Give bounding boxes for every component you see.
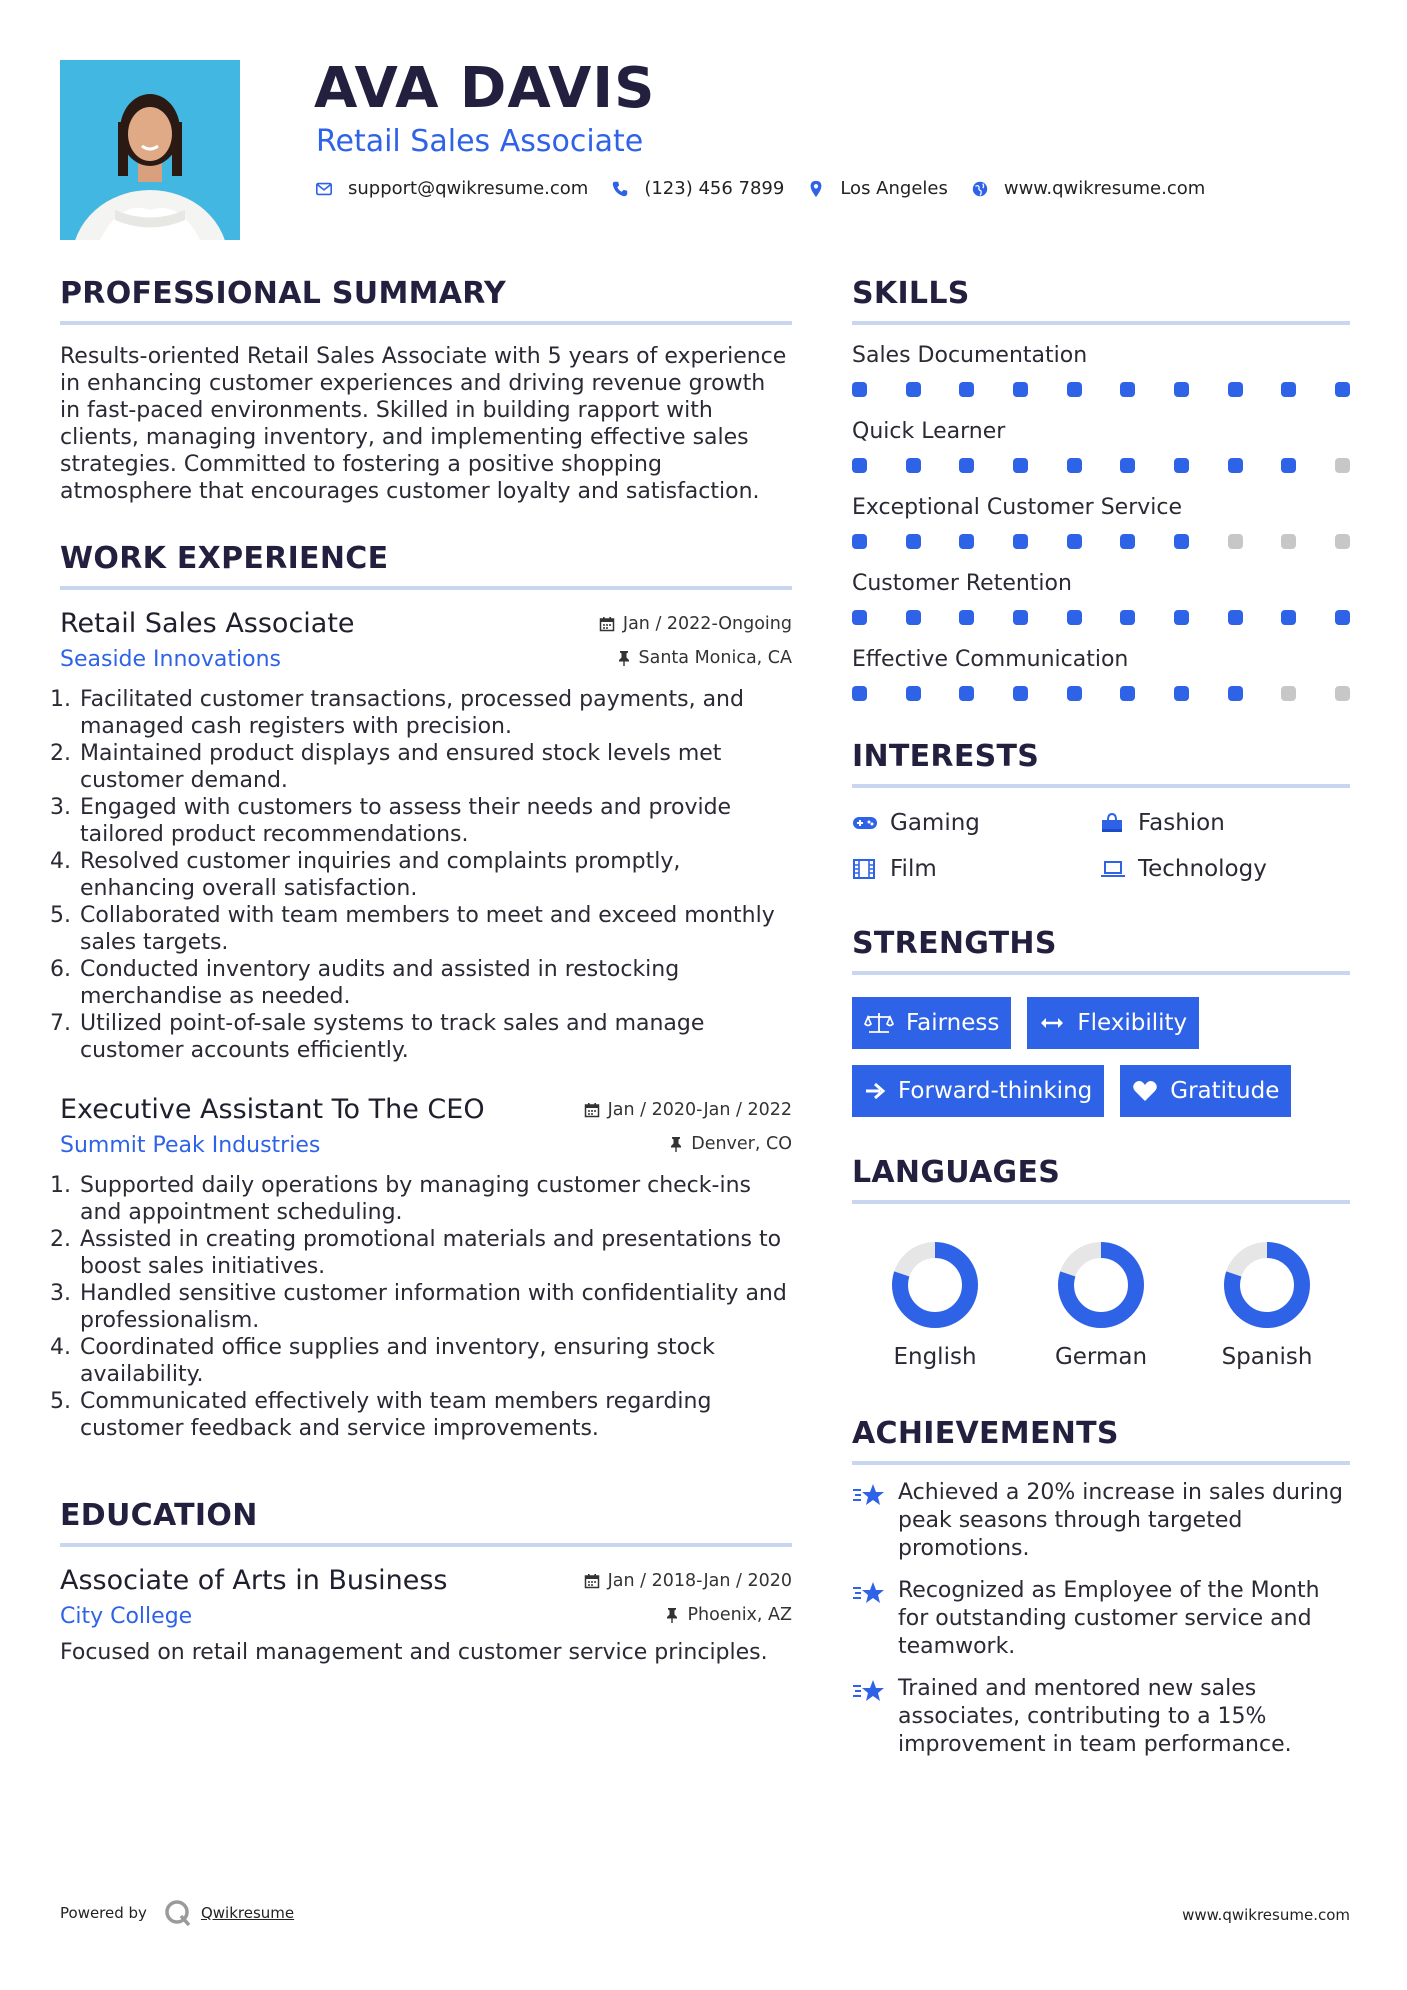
balance-scale-icon [864, 1011, 894, 1035]
gamepad-icon [852, 812, 878, 834]
rating-dot-filled [1013, 534, 1028, 549]
experience-section [60, 541, 792, 1442]
section-divider [852, 1461, 1350, 1465]
education-heading: EDUCATION [60, 1498, 258, 1533]
job-location-text: Denver, CO [691, 1134, 792, 1154]
job-entry [60, 1094, 792, 1442]
interest-technology [1100, 856, 1348, 882]
contact-phone[interactable] [610, 178, 784, 199]
rating-dot-filled [1335, 610, 1350, 625]
list-item: 3. Handled sensitive customer information with confidentiality and professionalism. [78, 1280, 792, 1334]
interest-fashion [1100, 810, 1348, 836]
rating-dot-filled [1067, 610, 1082, 625]
skill-rating [852, 686, 1350, 701]
rating-dot-filled [1174, 534, 1189, 549]
calendar-icon [584, 1102, 600, 1118]
candidate-title: Retail Sales Associate [316, 124, 644, 159]
interest-film [852, 856, 1100, 882]
calendar-icon [599, 616, 615, 632]
envelope-icon [314, 179, 334, 199]
contact-location-text: Los Angeles [840, 178, 948, 199]
arrow-right-icon [864, 1081, 886, 1101]
skill-name: Exceptional Customer Service [852, 495, 1183, 520]
skill-rating [852, 534, 1350, 549]
list-item: 7. Utilized point-of-sale systems to track sales and manage customer accounts efficiently. [78, 1010, 792, 1064]
job-company: Seaside Innovations [60, 647, 281, 672]
rating-dot-filled [1228, 610, 1243, 625]
education-description: Focused on retail management and customer service principles. [60, 1640, 768, 1665]
interests-heading: INTERESTS [852, 739, 1040, 774]
rating-dot-filled [1281, 458, 1296, 473]
rating-dot-filled [1067, 458, 1082, 473]
job-date-text: Jan / 2022-Ongoing [622, 614, 792, 634]
strengths-list [852, 997, 1350, 1117]
summary-section [60, 276, 792, 505]
job-location-text: Santa Monica, CA [638, 648, 792, 668]
skill-name: Sales Documentation [852, 343, 1088, 368]
contact-location [806, 178, 948, 199]
profile-photo [60, 60, 240, 240]
pushpin-icon [669, 1136, 683, 1152]
job-date [599, 614, 792, 634]
globe-icon [970, 179, 990, 199]
qwikresume-logo-icon [163, 1898, 193, 1928]
rating-dot-filled [959, 686, 974, 701]
education-date-text: Jan / 2018-Jan / 2020 [607, 1571, 792, 1591]
skill-name: Quick Learner [852, 419, 1006, 444]
rating-dot-filled [852, 610, 867, 625]
section-divider [852, 321, 1350, 325]
interest-label: Technology [1138, 856, 1267, 882]
list-item: 5. Communicated effectively with team members regarding customer feedback and service improvements. [78, 1388, 792, 1442]
interest-gaming [852, 810, 1100, 836]
rating-dot-filled [852, 458, 867, 473]
job-date-text: Jan / 2020-Jan / 2022 [607, 1100, 792, 1120]
experience-heading: WORK EXPERIENCE [60, 541, 389, 576]
rating-dot-filled [852, 382, 867, 397]
rating-dot-filled [852, 534, 867, 549]
job-duties-list [60, 686, 792, 1064]
film-icon [852, 858, 878, 880]
rating-dot-filled [906, 534, 921, 549]
section-divider [852, 784, 1350, 788]
contact-email-text: support@qwikresume.com [348, 178, 589, 199]
job-date [584, 1100, 792, 1120]
education-location [665, 1605, 792, 1625]
skill-name: Customer Retention [852, 571, 1072, 596]
achievements-heading: ACHIEVEMENTS [852, 1416, 1119, 1451]
rating-dot-filled [959, 610, 974, 625]
rating-dot-filled [1174, 458, 1189, 473]
education-section [60, 1498, 792, 1666]
candidate-name: AVA DAVIS [314, 56, 656, 121]
achievement-item [852, 1675, 1350, 1759]
section-divider [852, 1200, 1350, 1204]
rating-dot-filled [959, 458, 974, 473]
strength-chip [852, 1065, 1104, 1117]
contact-website-text: www.qwikresume.com [1003, 178, 1206, 199]
school-name: City College [60, 1604, 193, 1629]
shooting-star-icon [852, 1579, 886, 1661]
language-proficiency-ring [1222, 1240, 1312, 1330]
list-item: 2. Maintained product displays and ensured stock levels met customer demand. [78, 740, 792, 794]
interest-label: Film [890, 856, 937, 882]
rating-dot-empty [1281, 686, 1296, 701]
education-location-text: Phoenix, AZ [687, 1605, 792, 1625]
education-entry [60, 1565, 792, 1666]
contact-bar [314, 178, 1227, 199]
rating-dot-empty [1281, 534, 1296, 549]
section-divider [60, 1543, 792, 1547]
skills-section [852, 276, 1350, 701]
job-company: Summit Peak Industries [60, 1133, 321, 1158]
list-item: 3. Engaged with customers to assess their needs and provide tailored product recommendations. [78, 794, 792, 848]
rating-dot-filled [1120, 534, 1135, 549]
job-entry [60, 608, 792, 1064]
footer-branding [60, 1898, 294, 1928]
rating-dot-filled [1281, 382, 1296, 397]
contact-phone-text: (123) 456 7899 [644, 178, 785, 199]
education-date [584, 1571, 792, 1591]
pushpin-icon [665, 1607, 679, 1623]
interests-list [852, 810, 1350, 882]
rating-dot-filled [1174, 686, 1189, 701]
achievement-text: Achieved a 20% increase in sales during peak seasons through targeted promotions. [898, 1480, 1344, 1561]
rating-dot-filled [1120, 458, 1135, 473]
rating-dot-empty [1335, 458, 1350, 473]
left-column [60, 276, 792, 1666]
interest-label: Fashion [1138, 810, 1225, 836]
rating-dot-filled [1013, 382, 1028, 397]
skill-item [852, 495, 1350, 549]
degree-name: Associate of Arts in Business [60, 1565, 448, 1596]
achievements-section [852, 1416, 1350, 1759]
list-item: 2. Assisted in creating promotional materials and presentations to boost sales initiatives. [78, 1226, 792, 1280]
list-item: 1. Supported daily operations by managing customer check-ins and appointment scheduling. [78, 1172, 792, 1226]
contact-email[interactable] [314, 178, 588, 199]
rating-dot-filled [906, 686, 921, 701]
rating-dot-filled [1067, 534, 1082, 549]
rating-dot-filled [906, 610, 921, 625]
job-location [617, 648, 793, 668]
languages-list [852, 1240, 1350, 1370]
rating-dot-filled [1281, 610, 1296, 625]
rating-dot-filled [906, 382, 921, 397]
job-duties-list [60, 1172, 792, 1442]
rating-dot-filled [1335, 382, 1350, 397]
list-item: 4. Coordinated office supplies and inventory, ensuring stock availability. [78, 1334, 792, 1388]
strength-label: Flexibility [1077, 1010, 1188, 1036]
right-column [852, 276, 1350, 1759]
rating-dot-empty [1335, 534, 1350, 549]
list-item: 5. Collaborated with team members to meet and exceed monthly sales targets. [78, 902, 792, 956]
job-role: Retail Sales Associate [60, 608, 355, 639]
strength-label: Gratitude [1170, 1078, 1280, 1104]
rating-dot-filled [1174, 610, 1189, 625]
achievements-list [852, 1479, 1350, 1759]
rating-dot-filled [906, 458, 921, 473]
skills-list [852, 343, 1350, 701]
list-item: 1. Facilitated customer transactions, processed payments, and managed cash registers with precision. [78, 686, 792, 740]
footer-website[interactable]: www.qwikresume.com [1182, 1906, 1350, 1924]
list-item: 4. Resolved customer inquiries and complaints promptly, enhancing overall satisfaction. [78, 848, 792, 902]
rating-dot-filled [852, 686, 867, 701]
language-item [1184, 1240, 1350, 1370]
achievement-text: Trained and mentored new sales associates, contributing to a 15% improvement in team performance. [898, 1676, 1292, 1757]
skill-item [852, 343, 1350, 397]
rating-dot-filled [1120, 686, 1135, 701]
skill-item [852, 571, 1350, 625]
qwikresume-link[interactable]: Qwikresume [200, 1904, 295, 1922]
rating-dot-filled [1067, 686, 1082, 701]
languages-heading: LANGUAGES [852, 1155, 1061, 1190]
language-item [852, 1240, 1018, 1370]
rating-dot-empty [1228, 534, 1243, 549]
rating-dot-empty [1335, 686, 1350, 701]
skill-item [852, 647, 1350, 701]
strength-label: Forward-thinking [898, 1078, 1093, 1104]
language-proficiency-ring [1056, 1240, 1146, 1330]
summary-text: Results-oriented Retail Sales Associate with 5 years of experience in enhancing customer experiences and driving revenue growth in fast-paced environments. Skilled in building rapport with clients, managing inventory, and implementing effective sales strategies. Committed to fostering a positive shopping atmosphere that encourages customer loyalty and satisfaction. [60, 344, 787, 504]
strengths-heading: STRENGTHS [852, 926, 1057, 961]
strength-label: Fairness [906, 1010, 1000, 1036]
strength-chip [852, 997, 1011, 1049]
rating-dot-filled [959, 382, 974, 397]
pushpin-icon [617, 650, 631, 666]
rating-dot-filled [959, 534, 974, 549]
job-location [669, 1134, 792, 1154]
shooting-star-icon [852, 1481, 886, 1563]
laptop-icon [1100, 858, 1126, 880]
strength-chip [1027, 997, 1199, 1049]
language-label: German [1054, 1344, 1148, 1370]
shooting-star-icon [852, 1677, 886, 1759]
languages-section [852, 1155, 1350, 1370]
skill-item [852, 419, 1350, 473]
interest-label: Gaming [890, 810, 980, 836]
section-divider [852, 971, 1350, 975]
achievement-item [852, 1577, 1350, 1661]
phone-icon [610, 179, 630, 199]
profile-photo-illustration [60, 60, 240, 240]
language-proficiency-ring [890, 1240, 980, 1330]
skill-name: Effective Communication [852, 647, 1129, 672]
skill-rating [852, 610, 1350, 625]
summary-heading: PROFESSIONAL SUMMARY [60, 276, 507, 311]
contact-website[interactable] [970, 178, 1205, 199]
rating-dot-filled [1228, 382, 1243, 397]
skills-heading: SKILLS [852, 276, 970, 311]
language-label: Spanish [1221, 1344, 1313, 1370]
rating-dot-filled [1013, 610, 1028, 625]
powered-by-label: Powered by [60, 1904, 147, 1922]
rating-dot-filled [1228, 686, 1243, 701]
rating-dot-filled [1013, 686, 1028, 701]
rating-dot-filled [1120, 610, 1135, 625]
language-label: English [893, 1344, 977, 1370]
calendar-icon [584, 1573, 600, 1589]
strength-chip [1120, 1065, 1291, 1117]
rating-dot-filled [1067, 382, 1082, 397]
list-item: 6. Conducted inventory audits and assisted in restocking merchandise as needed. [78, 956, 792, 1010]
skill-rating [852, 382, 1350, 397]
job-role: Executive Assistant To The CEO [60, 1094, 485, 1125]
section-divider [60, 586, 792, 590]
arrows-horizontal-icon [1039, 1013, 1065, 1033]
language-item [1018, 1240, 1184, 1370]
section-divider [60, 321, 792, 325]
achievement-item [852, 1479, 1350, 1563]
rating-dot-filled [1228, 458, 1243, 473]
achievement-text: Recognized as Employee of the Month for outstanding customer service and teamwork. [898, 1578, 1320, 1659]
heart-icon [1132, 1080, 1158, 1102]
shopping-bag-icon [1100, 812, 1126, 834]
skill-rating [852, 458, 1350, 473]
rating-dot-filled [1174, 382, 1189, 397]
map-pin-icon [806, 179, 826, 199]
rating-dot-filled [1013, 458, 1028, 473]
strengths-section [852, 926, 1350, 1117]
interests-section [852, 739, 1350, 882]
rating-dot-filled [1120, 382, 1135, 397]
